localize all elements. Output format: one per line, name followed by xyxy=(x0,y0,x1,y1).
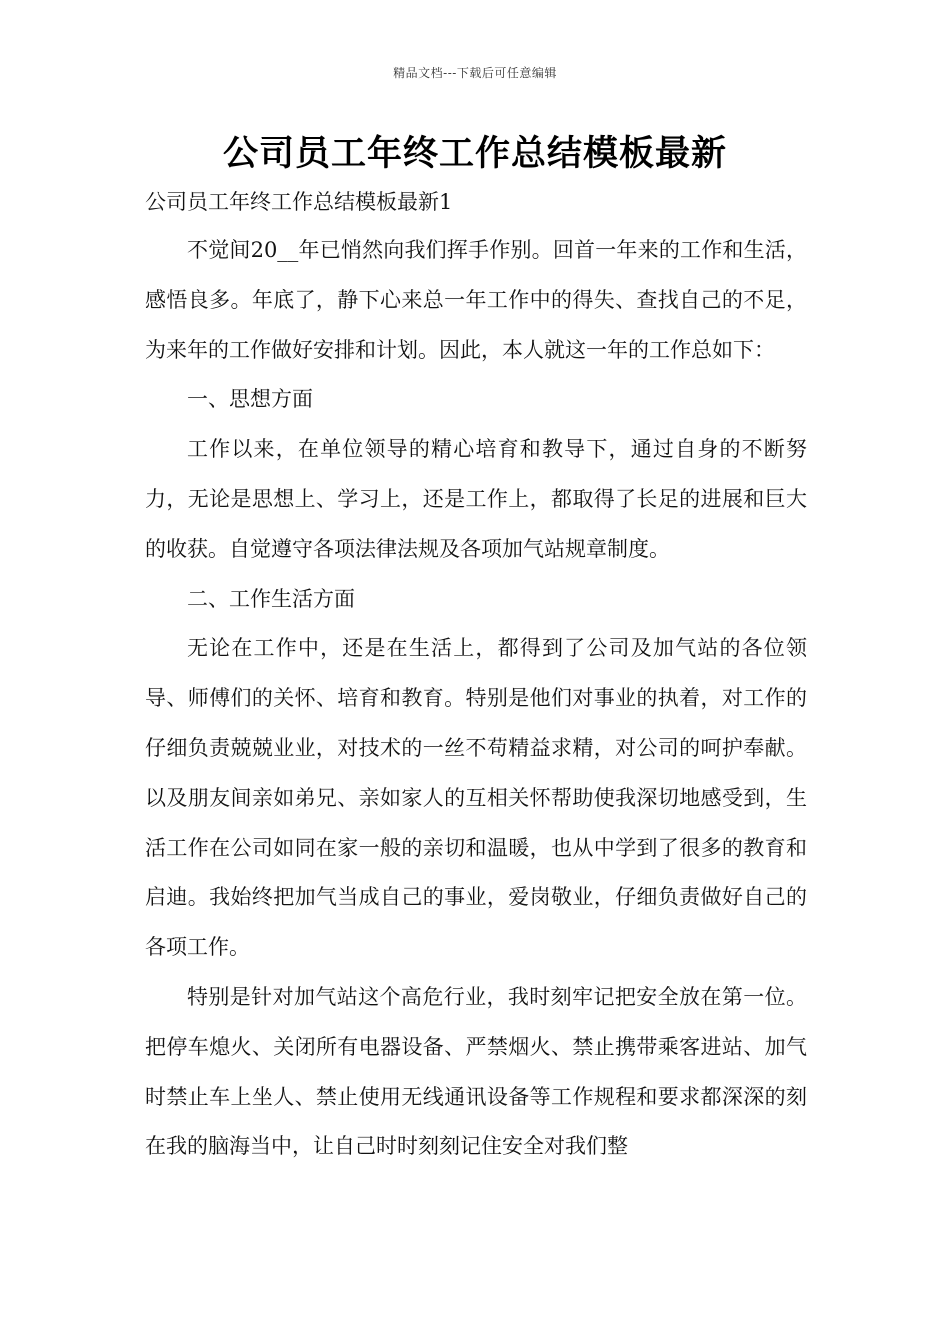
paragraph-safety: 特别是针对加气站这个高危行业，我时刻牢记把安全放在第一位。把停车熄火、关闭所有电器设备、严禁烟火、禁止携带乘客进站、加气时禁止车上坐人、禁止使用无线通讯设备等工作规程和要求都深深的刻在我的脑海当中，让自己时时刻刻记住安全对我们整 xyxy=(145,984,807,1159)
document-title: 公司员工年终工作总结模板最新 xyxy=(222,134,727,174)
paragraph-thought: 工作以来，在单位领导的精心培育和教导下，通过自身的不断努力，无论是思想上、学习上，还是工作上，都取得了长足的进展和巨大的收获。自觉遵守各项法律法规及各项加气站规章制度。 xyxy=(145,437,807,561)
section-heading-thought: 一、思想方面 xyxy=(187,387,313,412)
header-note: 精品文档---下载后可任意编辑 xyxy=(393,66,557,80)
paragraph-intro: 不觉间20__年已悄然向我们挥手作别。回首一年来的工作和生活，感悟良多。年底了，静下心来总一年工作中的得失、查找自己的不足，为来年的工作做好安排和计划。因此，本人就这一年的工作总如下： xyxy=(145,238,807,362)
paragraph-work-life: 无论在工作中，还是在生活上，都得到了公司及加气站的各位领导、师傅们的关怀、培育和教育。特别是他们对事业的执着，对工作的仔细负责兢兢业业，对技术的一丝不苟精益求精，对公司的呵护奉献。以及朋友间亲如弟兄、亲如家人的互相关怀帮助使我深切地感受到，生活工作在公司如同在家一般的亲切和温暖，也从中学到了很多的教育和启迪。我始终把加气当成自己的事业，爱岗敬业，仔细负责做好自己的各项工作。 xyxy=(145,636,807,960)
document-body xyxy=(145,226,807,1172)
document-subtitle: 公司员工年终工作总结模板最新1 xyxy=(145,190,453,214)
section-heading-work-life: 二、工作生活方面 xyxy=(187,586,355,611)
